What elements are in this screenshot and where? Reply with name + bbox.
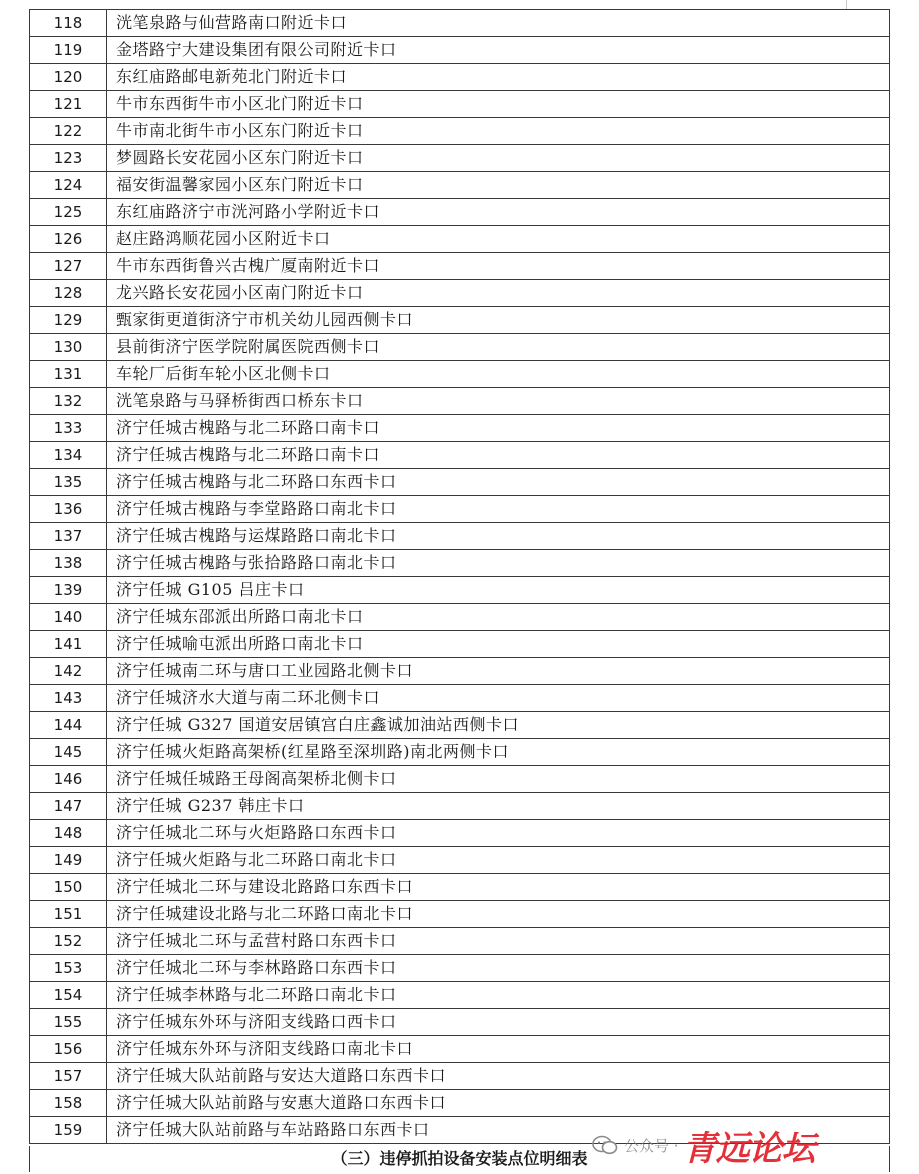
row-number: 121 — [30, 91, 107, 118]
row-location: 金塔路宁大建设集团有限公司附近卡口 — [107, 37, 890, 64]
row-number: 138 — [30, 550, 107, 577]
row-location: 济宁任城火炬路与北二环路口南北卡口 — [107, 847, 890, 874]
row-location: 济宁任城古槐路与运煤路路口南北卡口 — [107, 523, 890, 550]
table-row — [30, 1090, 890, 1117]
row-location: 龙兴路长安花园小区南门附近卡口 — [107, 280, 890, 307]
table-row — [30, 118, 890, 145]
table-row — [30, 955, 890, 982]
row-location: 济宁任城古槐路与李堂路路口南北卡口 — [107, 496, 890, 523]
row-number: 132 — [30, 388, 107, 415]
table-row — [30, 793, 890, 820]
row-number: 129 — [30, 307, 107, 334]
table-row — [30, 901, 890, 928]
table-row — [30, 523, 890, 550]
row-number: 142 — [30, 658, 107, 685]
row-number: 136 — [30, 496, 107, 523]
row-location: 牛市南北街牛市小区东门附近卡口 — [107, 118, 890, 145]
row-number: 155 — [30, 1009, 107, 1036]
row-number: 145 — [30, 739, 107, 766]
table-row — [30, 10, 890, 37]
table-row — [30, 550, 890, 577]
row-location: 济宁任城古槐路与北二环路口南卡口 — [107, 442, 890, 469]
row-number: 154 — [30, 982, 107, 1009]
row-number: 128 — [30, 280, 107, 307]
table-row — [30, 1117, 890, 1144]
table-row — [30, 496, 890, 523]
row-number: 137 — [30, 523, 107, 550]
row-number: 149 — [30, 847, 107, 874]
table-row — [30, 982, 890, 1009]
table-row — [30, 172, 890, 199]
table-row — [30, 631, 890, 658]
table-row — [30, 91, 890, 118]
row-location: 洸笔泉路与马驿桥街西口桥东卡口 — [107, 388, 890, 415]
row-location: 济宁任城东邵派出所路口南北卡口 — [107, 604, 890, 631]
row-location: 济宁任城古槐路与北二环路口东西卡口 — [107, 469, 890, 496]
row-location: 济宁任城北二环与建设北路路口东西卡口 — [107, 874, 890, 901]
table-row — [30, 847, 890, 874]
row-location: 济宁任城李林路与北二环路口南北卡口 — [107, 982, 890, 1009]
row-number: 124 — [30, 172, 107, 199]
table-row — [30, 334, 890, 361]
row-number: 125 — [30, 199, 107, 226]
row-location: 牛市东西街牛市小区北门附近卡口 — [107, 91, 890, 118]
row-location: 洸笔泉路与仙营路南口附近卡口 — [107, 10, 890, 37]
table-row — [30, 739, 890, 766]
row-location: 甄家街更道街济宁市机关幼儿园西侧卡口 — [107, 307, 890, 334]
row-location: 济宁任城济水大道与南二环北侧卡口 — [107, 685, 890, 712]
row-location: 梦圆路长安花园小区东门附近卡口 — [107, 145, 890, 172]
watermark-label: 公众号 · — [624, 1136, 679, 1155]
table-row — [30, 685, 890, 712]
table-row — [30, 64, 890, 91]
row-number: 133 — [30, 415, 107, 442]
row-location: 济宁任城北二环与李林路路口东西卡口 — [107, 955, 890, 982]
row-number: 135 — [30, 469, 107, 496]
row-location: 济宁任城 G105 吕庄卡口 — [107, 577, 890, 604]
row-location: 济宁任城古槐路与北二环路口南卡口 — [107, 415, 890, 442]
row-number: 141 — [30, 631, 107, 658]
section-title: （三）违停抓拍设备安装点位明细表 — [29, 1146, 890, 1172]
row-location: 济宁任城火炬路高架桥(红星路至深圳路)南北两侧卡口 — [107, 739, 890, 766]
row-number: 140 — [30, 604, 107, 631]
table-row — [30, 469, 890, 496]
table-row — [30, 766, 890, 793]
table-row — [30, 712, 890, 739]
table-row — [30, 361, 890, 388]
row-location: 济宁任城南二环与唐口工业园路北侧卡口 — [107, 658, 890, 685]
row-number: 157 — [30, 1063, 107, 1090]
row-location: 济宁任城大队站前路与安惠大道路口东西卡口 — [107, 1090, 890, 1117]
row-location: 赵庄路鸿顺花园小区附近卡口 — [107, 226, 890, 253]
table-row — [30, 307, 890, 334]
table-row — [30, 199, 890, 226]
row-number: 158 — [30, 1090, 107, 1117]
row-location: 车轮厂后街车轮小区北侧卡口 — [107, 361, 890, 388]
row-number: 153 — [30, 955, 107, 982]
row-location: 济宁任城大队站前路与车站路路口东西卡口 — [107, 1117, 890, 1144]
row-number: 144 — [30, 712, 107, 739]
row-location: 东红庙路邮电新苑北门附近卡口 — [107, 64, 890, 91]
row-number: 122 — [30, 118, 107, 145]
row-number: 123 — [30, 145, 107, 172]
row-location: 济宁任城古槐路与张拾路路口南北卡口 — [107, 550, 890, 577]
row-number: 150 — [30, 874, 107, 901]
row-number: 118 — [30, 10, 107, 37]
table-row — [30, 604, 890, 631]
table-row — [30, 1036, 890, 1063]
row-number: 147 — [30, 793, 107, 820]
row-location: 福安街温馨家园小区东门附近卡口 — [107, 172, 890, 199]
table-row — [30, 658, 890, 685]
row-location: 县前街济宁医学院附属医院西侧卡口 — [107, 334, 890, 361]
table-row — [30, 145, 890, 172]
table-row — [30, 874, 890, 901]
row-location: 牛市东西街鲁兴古槐广厦南附近卡口 — [107, 253, 890, 280]
table-row — [30, 37, 890, 64]
row-number: 127 — [30, 253, 107, 280]
table-row — [30, 820, 890, 847]
row-number: 159 — [30, 1117, 107, 1144]
row-location: 东红庙路济宁市洸河路小学附近卡口 — [107, 199, 890, 226]
row-number: 152 — [30, 928, 107, 955]
table-row — [30, 388, 890, 415]
row-number: 119 — [30, 37, 107, 64]
table-row — [30, 442, 890, 469]
table-row — [30, 280, 890, 307]
location-table — [29, 9, 890, 1144]
row-location: 济宁任城 G237 韩庄卡口 — [107, 793, 890, 820]
table-row — [30, 226, 890, 253]
row-number: 130 — [30, 334, 107, 361]
table-row — [30, 577, 890, 604]
row-number: 156 — [30, 1036, 107, 1063]
table-row — [30, 253, 890, 280]
row-location: 济宁任城喻屯派出所路口南北卡口 — [107, 631, 890, 658]
row-location: 济宁任城北二环与孟营村路口东西卡口 — [107, 928, 890, 955]
row-number: 126 — [30, 226, 107, 253]
row-location: 济宁任城建设北路与北二环路口南北卡口 — [107, 901, 890, 928]
table-row — [30, 415, 890, 442]
row-number: 146 — [30, 766, 107, 793]
row-location: 济宁任城大队站前路与安达大道路口东西卡口 — [107, 1063, 890, 1090]
table-row — [30, 1009, 890, 1036]
row-location: 济宁任城任城路王母阁高架桥北侧卡口 — [107, 766, 890, 793]
location-table-body — [30, 10, 890, 1144]
row-number: 148 — [30, 820, 107, 847]
row-location: 济宁任城北二环与火炬路路口东西卡口 — [107, 820, 890, 847]
row-number: 131 — [30, 361, 107, 388]
row-location: 济宁任城东外环与济阳支线路口西卡口 — [107, 1009, 890, 1036]
watermark-logo: 青远论坛 — [682, 1128, 815, 1169]
row-number: 151 — [30, 901, 107, 928]
row-number: 139 — [30, 577, 107, 604]
row-number: 120 — [30, 64, 107, 91]
row-number: 134 — [30, 442, 107, 469]
row-location: 济宁任城东外环与济阳支线路口南北卡口 — [107, 1036, 890, 1063]
row-number: 143 — [30, 685, 107, 712]
table-row — [30, 1063, 890, 1090]
row-location: 济宁任城 G327 国道安居镇宫白庄鑫诚加油站西侧卡口 — [107, 712, 890, 739]
table-row — [30, 928, 890, 955]
